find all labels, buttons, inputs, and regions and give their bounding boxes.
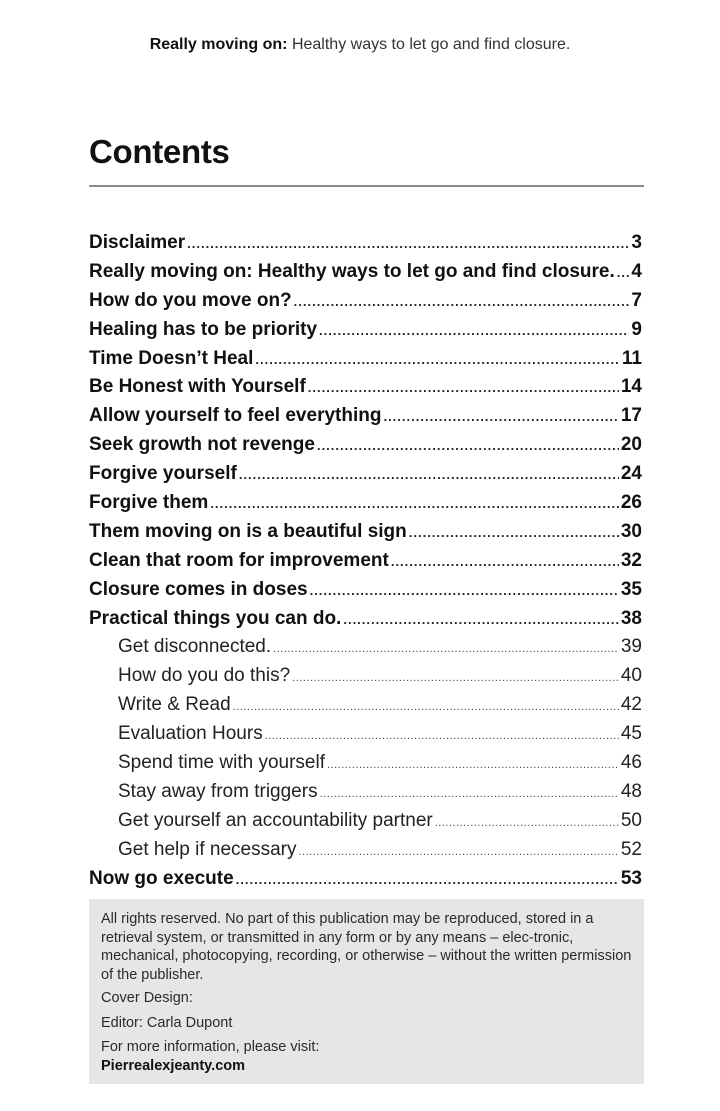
toc-entry-title: Seek growth not revenge [89, 434, 315, 456]
toc-subentry[interactable] [89, 778, 642, 807]
dot-leader [187, 230, 629, 259]
dot-leader [294, 288, 630, 317]
toc-entry-title: Them moving on is a beautiful sign [89, 520, 407, 542]
dot-leader [273, 635, 619, 664]
toc-entry-title: Now go execute [89, 867, 234, 889]
toc-page-number: 9 [631, 318, 642, 340]
toc-page-number: 38 [620, 607, 642, 629]
toc-page-number: 40 [620, 665, 642, 687]
toc-entry-title: Stay away from triggers [118, 780, 318, 802]
toc-page-number: 14 [620, 376, 642, 398]
toc-page-number: 24 [620, 463, 642, 485]
toc-entry-title: Get yourself an accountability partner [118, 809, 433, 831]
contents-title: Contents [89, 133, 230, 170]
toc-entry-title: Spend time with yourself [118, 752, 325, 774]
toc-subentry[interactable] [89, 720, 642, 749]
toc-entry-title: Really moving on: Healthy ways to let go and find closure. [89, 260, 615, 282]
toc-page-number: 45 [620, 723, 642, 745]
dot-leader [435, 809, 619, 838]
dot-leader [409, 519, 619, 548]
toc-entry[interactable] [89, 229, 642, 258]
toc-entry-title: Be Honest with Yourself [89, 376, 306, 398]
toc-entry-title: Clean that room for improvement [89, 549, 389, 571]
dot-leader [391, 548, 619, 577]
dot-leader [327, 751, 619, 780]
toc-entry-title: Disclaimer [89, 232, 186, 253]
dot-leader [317, 432, 619, 461]
dot-leader [298, 838, 618, 867]
toc-entry[interactable] [89, 431, 642, 460]
toc-page-number: 4 [631, 260, 642, 282]
toc-entry[interactable] [89, 460, 642, 489]
running-header-bold: Really moving on: [149, 36, 288, 53]
toc-entry-title: How do you move on? [89, 289, 292, 311]
toc-subentry[interactable] [89, 633, 642, 662]
toc-entry[interactable] [89, 287, 642, 316]
toc-page-number: 17 [620, 405, 642, 427]
toc-subentry[interactable] [89, 836, 642, 865]
toc-entry[interactable] [89, 316, 642, 345]
toc-subentry[interactable] [89, 691, 642, 720]
toc-page-number: 46 [620, 752, 642, 774]
toc-entry-title: Allow yourself to feel everything [89, 405, 382, 427]
toc-page-number: 7 [631, 289, 642, 311]
toc-entry[interactable] [89, 865, 642, 894]
toc-subentry[interactable] [89, 749, 642, 778]
toc-subentry[interactable] [89, 807, 642, 836]
toc-page-number: 11 [621, 347, 642, 369]
more-info-text: For more information, please visit: [101, 1039, 320, 1055]
toc-entry[interactable] [89, 518, 642, 547]
toc-entry[interactable] [89, 605, 642, 634]
toc-entry-title: Healing has to be priority [89, 318, 318, 340]
dot-leader [255, 346, 620, 375]
dot-leader [310, 577, 619, 606]
toc-entry-title: Closure comes in doses [89, 578, 308, 600]
toc-page-number: 39 [620, 636, 642, 658]
dot-leader [292, 664, 619, 693]
running-header-subtitle: Healthy ways to let go and find closure. [291, 36, 571, 53]
toc-entry-title: Practical things you can do. [89, 607, 342, 629]
toc-entry-title: How do you do this? [118, 665, 291, 687]
toc-entry-title: Forgive yourself [89, 463, 237, 485]
toc-entry[interactable] [89, 345, 642, 374]
dot-leader [233, 693, 619, 722]
website-link[interactable]: Pierrealexjeanty.com [101, 1057, 246, 1074]
toc-page-number: 32 [620, 549, 642, 571]
toc-entry[interactable] [89, 258, 642, 287]
toc-page-number: 42 [620, 694, 642, 716]
toc-entry-title: Time Doesn’t Heal [89, 347, 254, 369]
copyright-notice [89, 899, 644, 1084]
toc-entry-title: Write & Read [118, 694, 231, 716]
toc-entry[interactable] [89, 489, 642, 518]
toc-entry-title: Get help if necessary [118, 838, 297, 860]
toc-entry[interactable] [89, 547, 642, 576]
dot-leader [210, 490, 619, 519]
toc-entry[interactable] [89, 402, 642, 431]
table-of-contents [89, 229, 642, 893]
running-header [0, 36, 720, 54]
copyright-legal-text: All rights reserved. No part of this publication may be reproduced, stored in a retrieval system, or transmitted in any form or by any means – elec-tronic, mechanical, photocopying, recording, or otherwise – without the written permission of the publisher. [101, 911, 632, 983]
dot-leader [236, 866, 619, 895]
toc-page-number: 50 [620, 809, 642, 831]
toc-page-number: 52 [620, 838, 642, 860]
toc-page-number: 53 [620, 867, 642, 889]
toc-entry-title: Evaluation Hours [118, 723, 263, 745]
title-divider [89, 185, 644, 187]
toc-entry[interactable] [89, 373, 642, 402]
toc-page-number: 48 [620, 780, 642, 802]
dot-leader [239, 461, 619, 490]
toc-entry[interactable] [89, 576, 642, 605]
dot-leader [319, 317, 629, 346]
dot-leader [383, 403, 618, 432]
toc-subentry[interactable] [89, 662, 642, 691]
editor-credit: Editor: Carla Dupont [101, 1014, 233, 1031]
dot-leader [320, 780, 619, 809]
toc-page-number: 35 [620, 578, 642, 600]
toc-page-number: 30 [620, 520, 642, 542]
toc-entry-title: Forgive them [89, 492, 209, 514]
dot-leader [343, 606, 619, 635]
dot-leader [265, 722, 619, 751]
cover-design-credit: Cover Design: [101, 990, 193, 1006]
toc-page-number: 3 [631, 232, 642, 253]
toc-page-number: 26 [620, 492, 642, 514]
toc-page-number: 20 [620, 434, 642, 456]
dot-leader [308, 374, 619, 403]
dot-leader [617, 259, 630, 288]
toc-entry-title: Get disconnected. [118, 636, 272, 658]
